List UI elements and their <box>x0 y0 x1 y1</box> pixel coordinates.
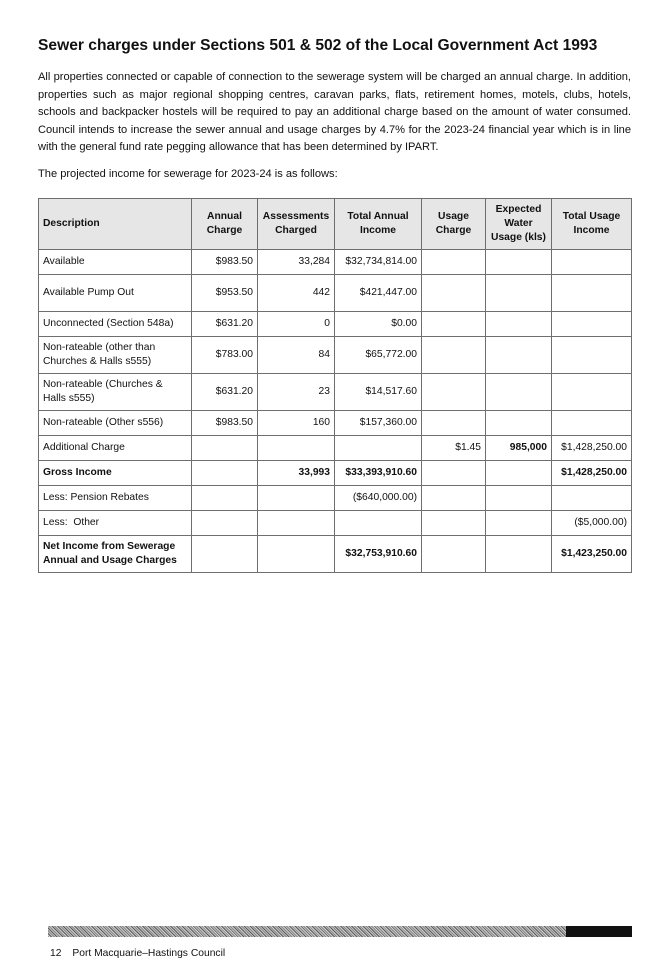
header-assessments-charged: Assessments Charged <box>258 199 335 250</box>
cell-total-usage: ($5,000.00) <box>552 511 632 536</box>
cell-description: Unconnected (Section 548a) <box>39 312 192 337</box>
header-total-annual-income: Total Annual Income <box>335 199 422 250</box>
cell-assessments: 0 <box>258 312 335 337</box>
cell-total-usage <box>552 275 632 312</box>
cell-annual-charge: $783.00 <box>192 337 258 374</box>
cell-expected-usage <box>486 536 552 573</box>
cell-usage-charge <box>422 411 486 436</box>
cell-total-usage <box>552 250 632 275</box>
cell-total-annual <box>335 436 422 461</box>
cell-usage-charge <box>422 536 486 573</box>
cell-assessments: 160 <box>258 411 335 436</box>
header-description: Description <box>39 199 192 250</box>
table-row-gross-income <box>39 461 632 486</box>
cell-total-usage: $1,428,250.00 <box>552 461 632 486</box>
cell-total-annual: ($640,000.00) <box>335 486 422 511</box>
cell-usage-charge <box>422 461 486 486</box>
footer-organisation: Port Macquarie–Hastings Council <box>72 948 226 959</box>
table-row <box>39 250 632 275</box>
cell-total-usage <box>552 374 632 411</box>
header-usage-charge: Usage Charge <box>422 199 486 250</box>
cell-description: Non-rateable (other than Churches & Halls s555) <box>39 337 192 374</box>
footer-bar-solid-block <box>566 926 632 937</box>
cell-annual-charge <box>192 486 258 511</box>
cell-total-usage <box>552 411 632 436</box>
cell-total-annual: $65,772.00 <box>335 337 422 374</box>
table-row <box>39 436 632 461</box>
footer-decorative-bar <box>48 926 632 937</box>
cell-usage-charge <box>422 250 486 275</box>
cell-total-usage <box>552 337 632 374</box>
cell-total-annual: $157,360.00 <box>335 411 422 436</box>
cell-assessments: 33,284 <box>258 250 335 275</box>
cell-description: Non-rateable (Other s556) <box>39 411 192 436</box>
table-row <box>39 312 632 337</box>
cell-total-annual: $32,753,910.60 <box>335 536 422 573</box>
cell-usage-charge <box>422 337 486 374</box>
table-row <box>39 374 632 411</box>
cell-expected-usage <box>486 511 552 536</box>
cell-usage-charge <box>422 312 486 337</box>
cell-total-usage <box>552 486 632 511</box>
header-annual-charge: Annual Charge <box>192 199 258 250</box>
cell-annual-charge <box>192 511 258 536</box>
cell-annual-charge: $631.20 <box>192 312 258 337</box>
cell-total-annual: $32,734,814.00 <box>335 250 422 275</box>
cell-total-annual: $14,517.60 <box>335 374 422 411</box>
cell-usage-charge <box>422 486 486 511</box>
cell-total-annual: $0.00 <box>335 312 422 337</box>
cell-description: Less: Pension Rebates <box>39 486 192 511</box>
cell-expected-usage <box>486 374 552 411</box>
cell-total-annual: $421,447.00 <box>335 275 422 312</box>
table-row-net-income <box>39 536 632 573</box>
page-number: 12 <box>50 948 62 959</box>
table-row <box>39 337 632 374</box>
cell-expected-usage <box>486 486 552 511</box>
cell-annual-charge: $983.50 <box>192 411 258 436</box>
cell-total-annual <box>335 511 422 536</box>
cell-assessments <box>258 436 335 461</box>
cell-expected-usage <box>486 411 552 436</box>
cell-expected-usage <box>486 250 552 275</box>
cell-description: Net Income from Sewerage Annual and Usage Charges <box>39 536 192 573</box>
cell-total-usage <box>552 312 632 337</box>
cell-annual-charge <box>192 536 258 573</box>
cell-assessments: 33,993 <box>258 461 335 486</box>
cell-assessments: 442 <box>258 275 335 312</box>
table-row <box>39 411 632 436</box>
cell-annual-charge: $631.20 <box>192 374 258 411</box>
table-row <box>39 486 632 511</box>
cell-description: Less: Other <box>39 511 192 536</box>
body-paragraph: All properties connected or capable of connection to the sewerage system will be charged an annual charge. In addition, properties such as major regional shopping centres, caravan parks, flats, retirement homes, motels, clubs, hotels, schools and backpacker hostels will be required to pay an additional charge based on the amount of water consumed. Council intends to increase the sewer annual and usage charges by 4.7% for the 2023-24 financial year which is in line with the general fund rate pegging allowance that has been determined by IPART. <box>38 71 631 154</box>
cell-usage-charge <box>422 511 486 536</box>
page-footer <box>50 948 233 959</box>
cell-expected-usage <box>486 275 552 312</box>
intro-text: The projected income for sewerage for 2023-24 is as follows: <box>38 168 338 180</box>
cell-description: Available <box>39 250 192 275</box>
table-header-row <box>39 199 632 250</box>
cell-annual-charge <box>192 436 258 461</box>
cell-description: Available Pump Out <box>39 275 192 312</box>
cell-total-usage: $1,428,250.00 <box>552 436 632 461</box>
cell-usage-charge <box>422 275 486 312</box>
sewerage-income-table <box>38 198 632 573</box>
header-total-usage-income: Total Usage Income <box>552 199 632 250</box>
cell-expected-usage: 985,000 <box>486 436 552 461</box>
cell-description: Gross Income <box>39 461 192 486</box>
header-expected-water-usage: Expected Water Usage (kls) <box>486 199 552 250</box>
cell-assessments <box>258 536 335 573</box>
cell-expected-usage <box>486 461 552 486</box>
cell-total-usage: $1,423,250.00 <box>552 536 632 573</box>
cell-annual-charge: $983.50 <box>192 250 258 275</box>
cell-usage-charge <box>422 374 486 411</box>
cell-usage-charge: $1.45 <box>422 436 486 461</box>
cell-description: Additional Charge <box>39 436 192 461</box>
cell-assessments <box>258 486 335 511</box>
cell-expected-usage <box>486 337 552 374</box>
cell-assessments: 23 <box>258 374 335 411</box>
cell-assessments: 84 <box>258 337 335 374</box>
table-row <box>39 275 632 312</box>
cell-assessments <box>258 511 335 536</box>
section-heading: Sewer charges under Sections 501 & 502 of the Local Government Act 1993 <box>38 37 598 54</box>
cell-annual-charge: $953.50 <box>192 275 258 312</box>
cell-total-annual: $33,393,910.60 <box>335 461 422 486</box>
cell-description: Non-rateable (Churches & Halls s555) <box>39 374 192 411</box>
cell-annual-charge <box>192 461 258 486</box>
table-row <box>39 511 632 536</box>
cell-expected-usage <box>486 312 552 337</box>
